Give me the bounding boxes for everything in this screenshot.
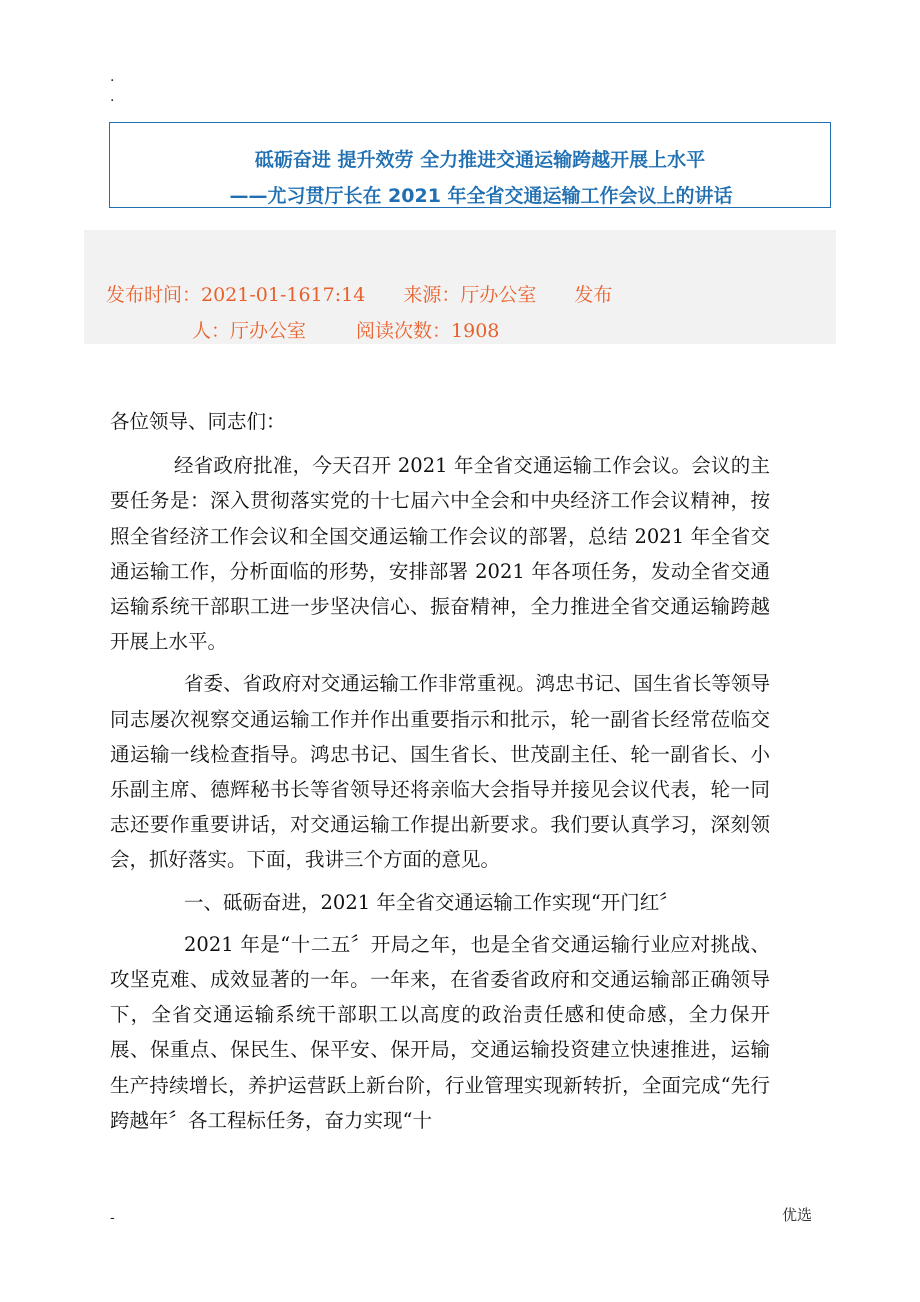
read-count: 阅读次数：1908 xyxy=(356,320,500,342)
publisher-label: 发布 xyxy=(574,284,613,306)
meta-line-1 xyxy=(106,280,612,307)
source: 来源：厅办公室 xyxy=(403,284,537,306)
footer-label: 优选 xyxy=(782,1206,813,1224)
publish-time: 发布时间：2021-01-1617:14 xyxy=(106,284,366,306)
page-subtitle: ——尤习贯厅长在 2021 年全省交通运输工作会议上的讲话 xyxy=(229,185,733,207)
header-dot: . xyxy=(110,89,115,105)
article-body xyxy=(110,404,770,1145)
section-heading: 一、砥砺奋进，2021 年全省交通运输工作实现“开门红〞 xyxy=(184,890,679,914)
paragraph: 省委、省政府对交通运输工作非常重视。鸿忠书记、国生省长等领导同志屡次视察交通运输工作并作出重要指示和批示，轮一副省长经常莅临交通运输一线检查指导。鸿忠书记、国生省长、世茂副主任、轮一副省长、小乐副主席、德辉秘书长等省领导还将亲临大会指导并接见会议代表，轮一同志还要作重要讲话，对交通运输工作提出新要求。我们要认真学习，深刻领会，抓好落实。下面，我讲三个方面的意见。 xyxy=(110,672,770,872)
paragraph: 经省政府批准，今天召开 2021 年全省交通运输工作会议。会议的主要任务是：深入贯彻落实党的十七届六中全会和中央经济工作会议精神，按照全省经济工作会议和全国交通运输工作会议的部署，总结 2021 年全省交通运输工作，分析面临的形势，安排部署 2021 年各项任务，发动全省交通运输系统干部职工进一步坚决信心、振奋精神，全力推进全省交通运输跨越开展上水平。 xyxy=(110,454,770,654)
title-box xyxy=(109,122,831,208)
publisher: 人：厅办公室 xyxy=(192,320,307,342)
page-title: 砥砺奋进 提升效劳 全力推进交通运输跨越开展上水平 xyxy=(254,149,706,171)
footer-mark: - xyxy=(110,1210,115,1226)
greeting: 各位领导、同志们： xyxy=(110,410,286,433)
paragraph: 2021 年是“十二五〞开局之年，也是全省交通运输行业应对挑战、攻坚克难、成效显著的一年。一年来，在省委省政府和交通运输部正确领导下，全省交通运输系统干部职工以高度的政治责任感和使命感，全力保开展、保重点、保民生、保平安、保开局，交通运输投资建立快速推进，运输生产持续增长，养护运营跃上新台阶，行业管理实现新转折，全面完成“先行跨越年〞各工程标任务，奋力实现“十 xyxy=(110,932,770,1132)
header-dot: . xyxy=(110,69,115,85)
meta-line-2 xyxy=(192,316,499,343)
article-meta xyxy=(84,230,836,344)
